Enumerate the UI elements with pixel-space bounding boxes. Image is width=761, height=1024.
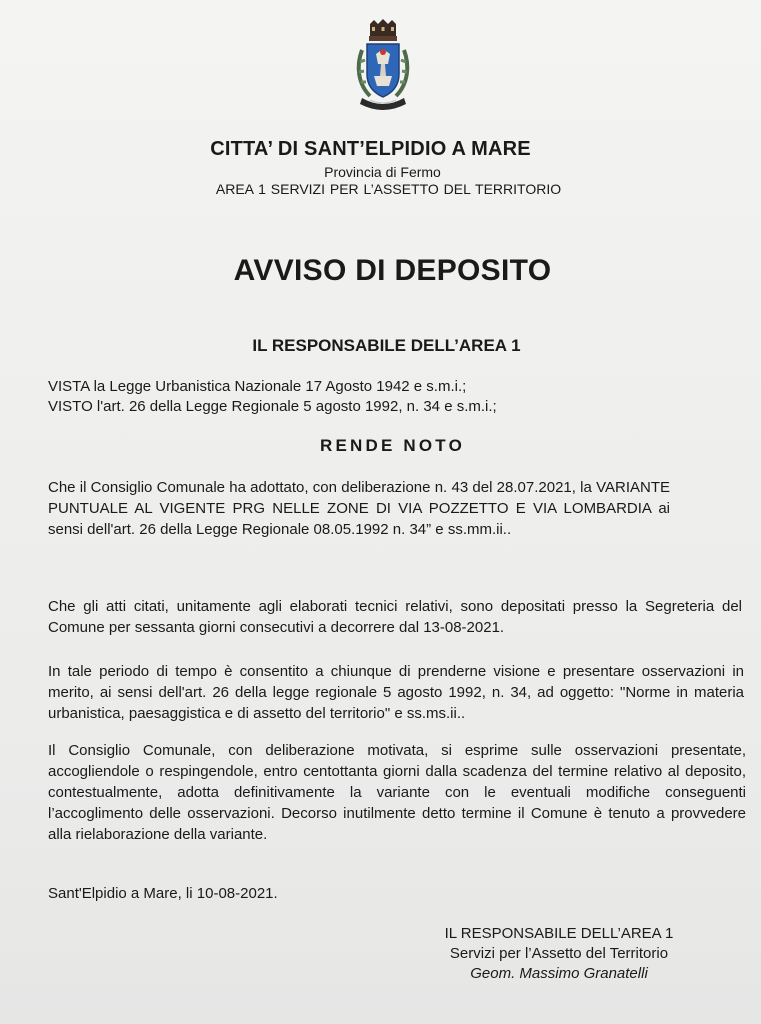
body-paragraph: In tale periodo di tempo è consentito a chiunque di prenderne visione e presentare osservazioni in merito, ai sensi dell'art. 26 della legge regionale 5 agosto 1992, n. 34, ad oggetto: "Norme in materia urbanistica, paesaggistica e di assetto del territorio" e ss.ms.ii.. [48, 663, 744, 722]
notice-title: AVVISO DI DEPOSITO [233, 254, 552, 287]
announcement-heading: RENDE NOTO [319, 436, 466, 455]
body-paragraph: Che gli atti citati, unitamente agli elaborati tecnici relativi, sono depositati presso la Segreteria del Comune per sessanta giorni consecutivi a decorrere dal 13-08-2021. [48, 598, 742, 636]
signatory-name: Geom. Massimo Granatelli [470, 965, 648, 982]
body-paragraph: Il Consiglio Comunale, con deliberazione motivata, si esprime sulle osservazioni presentate, accogliendole o respingendole, entro centottanta giorni dalla scadenza del termine relativo al deposito, contestualmente, adotta definitivamente la variante con le eventuali modifiche conseguenti l’accoglimento delle osservazioni. Decorso inutilmente detto termine il Comune è tenuto a provvedere alla rielaborazione della variante. [48, 742, 746, 843]
signature-block [404, 924, 714, 984]
premise-line: VISTA la Legge Urbanistica Nazionale 17 Agosto 1942 e s.m.i.; [48, 378, 467, 395]
body-paragraph: Che il Consiglio Comunale ha adottato, con deliberazione n. 43 del 28.07.2021, la VARIANTE PUNTUALE AL VIGENTE PRG NELLE ZONE DI VIA POZZETTO E VIA LOMBARDIA ai sensi dell'art. 26 della Legge Regionale 08.05.1992 n. 34” e ss.mm.ii.. [48, 479, 670, 538]
premise-line: VISTO l'art. 26 della Legge Regionale 5 agosto 1992, n. 34 e s.m.i.; [48, 398, 497, 415]
municipal-coat-of-arms-icon [352, 18, 414, 118]
city-name: CITTA’ DI SANT’ELPIDIO A MARE [210, 138, 531, 160]
province-name: Provincia di Fermo [324, 164, 441, 180]
place-and-date: Sant'Elpidio a Mare, li 10-08-2021. [48, 885, 278, 902]
department-name: AREA 1 SERVIZI PER L’ASSETTO DEL TERRITORIO [215, 181, 562, 197]
signatory-role: IL RESPONSABILE DELL’AREA 1 [444, 925, 674, 942]
issuer-heading: IL RESPONSABILE DELL’AREA 1 [252, 336, 521, 355]
signatory-office: Servizi per l’Assetto del Territorio [449, 945, 669, 962]
